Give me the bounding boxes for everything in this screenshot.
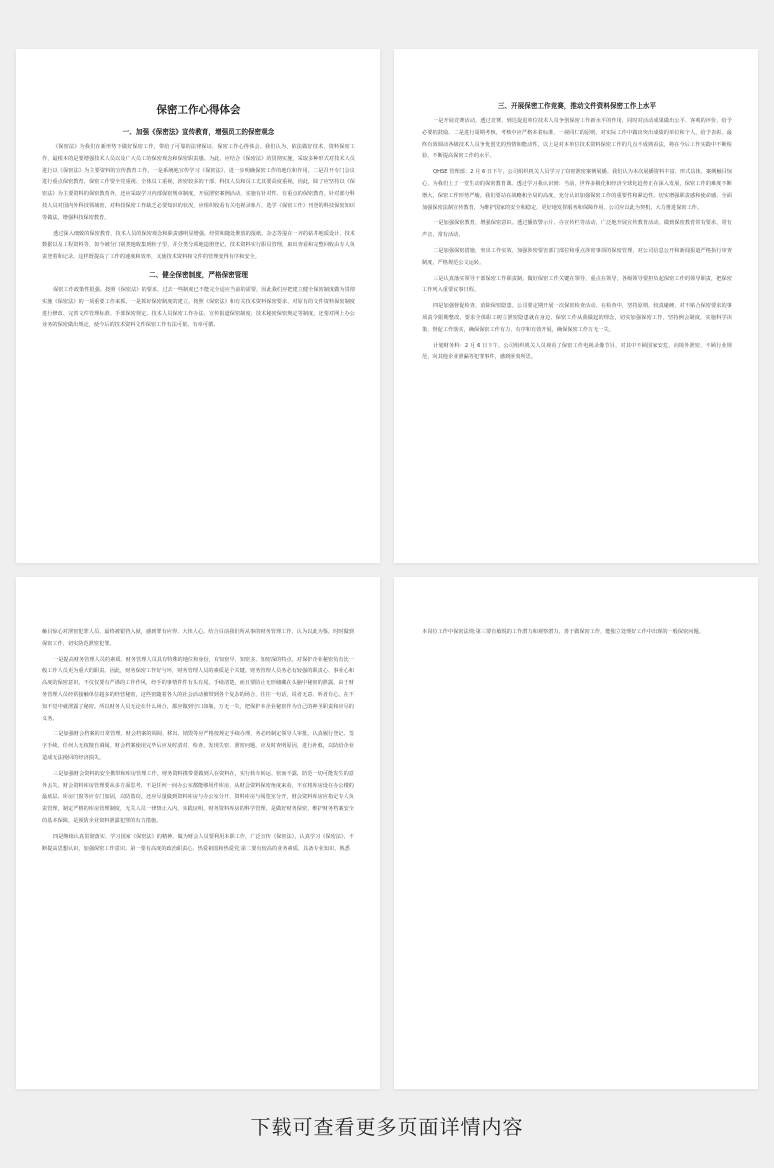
paragraph: QHSE 管理部：2 月 6 日下午，公司组织机关人员学习了窃密泄密案例展播。我们认为本次展播资料丰富、形式具体，案例触目惊心，为我们上了一堂生动的保密教育课。透过学习我认识到：当前，世界多极化和经济全球化趋势正在深入发展，保密工作的难度不断增大，保密工作形势严峻。我们要站在战略和全局的高度，充分认识加强保密工作的重要性和紧迫性，切实增强职责感和使命感，全面加强保密法制宣传教育，为维护国家的安全和稳定，更好地发挥服务和保障作用。公司应以此为契机，大力推进保密工作。 — [422, 169, 732, 211]
document-page-2 — [394, 49, 758, 563]
download-more-link[interactable]: 下载可查看更多页面详情内容 — [250, 1115, 524, 1139]
section-heading-1: 一、加强《保密法》宣传教育，增强员工的保密观念 — [122, 128, 275, 136]
paragraph: 一是提高财务管理人员的素质。财务管理人员具有特殊的地位和身份，有知密早、知密多、知密深的特点。对保护企业秘密负有比一般工作人员更为重大的职责。因此，财务保密工作好与坏，财务管理人员的素质是个关键。财务管理人员务必有较强的职责心、事业心和高度的保密意识，不仅仅要有严谨的工作作风，经手的事情件件有头有尾，手续清楚，而且要防止无形储藏在头脑中秘密的泄露。由于财务管理人员经常接触单位超多的经营秘密，这些密随着各人的社会活动被带到各个复杂的场合，往往一句话，说者无意、听者有心，在不知不觉中就泄露了秘密。所以财务人员无论在什么场合，都应做到守口如瓶，万无一失，把保护本企业秘密作为自己的神圣职责和应尽的义务。 — [42, 656, 354, 722]
paragraph: 二是加强保密措施，突出工作实效。加强涉密要害部门部位和重点涉密事项的保密管理，对公司信息公开和新闻报道严格执行审查制度，严格规范公文运转。 — [422, 247, 732, 266]
document-title: 保密工作心得体会 — [156, 104, 241, 116]
document-page-1 — [16, 49, 380, 563]
paragraph: 一是开展竞赛活动。透过竞赛，到达促进单位技术人员争创保密工作新水平的作用，同时对活动成果做出公平、客观的评价，给予必要的鼓励。二是进行周期考核，考核中应严格本着标准、一视同仁的原则，对实际工作中做出突出成绩的单位和个人，给予表彰。最终有效调动各级技术人员争优创先的热情和能动性，以上是对本单位技术资料保密工作的几点不成熟看法，将在今后工作实践中不断检验，不断提高保密工作的水平。 — [422, 118, 732, 160]
section-heading-2: 二、健全保密制度，严格保密管理 — [149, 270, 248, 279]
paragraph: 四是加强督促检查，消除保密隐患。公司要定期开展一次保密检查活动。在检查中，坚持原则，较真碰硬，对不贴合保密要求的事项责令限期整改，要求全体职工树立泄密隐患就在身边、保密工作从我做起的理念，切实加强保密工作。坚持例会制度，实施科学决策，督促工作落实，确保保密工作有力、有序和有效开展，确保保密工作万无一失。 — [422, 303, 732, 333]
paragraph: 二是加强财会档案的日常管理。财会档案的调阅、移出、销毁等应严格按规定手续办理，务必经制定领导人审批，认真履行登记、签字手续，任何人无权擅自调阅。财会档案使用完毕后应及时清对、检查，发现失密、泄密问题，应及时查明原因，进行补救，以防给企业造成无法挽回的经济损失。 — [42, 731, 354, 761]
document-page-3 — [16, 577, 380, 1089]
paragraph: 四是继续认真贯彻落实、学习国家《保密法》的精神。做为财会人员要利用本职工作，广泛宣传《保密法》，认真学习《保密法》，不断提高思想认识，加强保密工作意识。第一要有高度的政治职责心、热爱祖国和热爱党;第二要有较高的业务素质，具备专业知识、熟悉 — [42, 833, 354, 852]
paragraph: 三是认真落实领导干部保密工作职责制。做好保密工作关键在领导，重点在领导，各级领导要担负起保密工作的领导职责，把保密工作列入重要议事日程。 — [422, 275, 732, 294]
paragraph: 一是加强保密教育，增强保密意识。透过播放警示片、办宣传栏等活动，广泛地开展宣传教育活动。做到保密教育常有要求，常有声音，常有活动。 — [422, 220, 732, 239]
section-heading-3: 三、开展保密工作竞赛，推动文件资料保密工作上水平 — [497, 102, 657, 110]
paragraph: 保密工作政策性很强。按照《保密法》的要求，过去一些制度已不能完全适应当前的需要，因此我们应把建立健全保密制度做为贯彻实施《保密法》的一项重要工作来抓。一是抓好保密制度的建立。按照《保密法》和有关技术资料保密要求，对原有的文件资料保密制度进行修改、完善文件管理标准、手部保密规定、技术人员保密工作办法、宣传报道保密制度、技术秘密保密规定等制度，还要对网上办公业务的保密做出规定，使今后的技术资料文件保密工作有法可依、有章可循。 — [42, 286, 355, 329]
paragraph: 触目惊心对泄密犯罪人员、最终被银铛入狱，感到罪有应得、大快人心。结合目前我们所从事的财务管理工作，认为以此为鉴，时时做到保密工作，切实防范泄密犯罪。 — [42, 629, 354, 647]
paragraph: 计划财务科：2 月 6 日下午，公司组织机关人员观看了保密工作电视录像节目，对其中不顾国家安危、向境外泄密，不顾行业规范、向其他企业泄漏等犯罪事件，感到匪夷所思。 — [422, 342, 732, 361]
paragraph: 三是加强财会资料的安全携带和库房管理工作。财务资料携带要做到人在资料在，实行转车转运、密而不露，防范一切可能发生的意外丢失。财会资料库房管理要从多方面思考，不是任何一间办公室都能够用作库房，从财会资料保密角度来看，不宜将库房设在办公楼的最底层，库房门窗等应专门加固，以防盗窃。还应尽量做到资料库房与办公室分开，资料库房与阅览室分开，财会资料库房应指定专人负责管理，制定严格的库房管理制度，无关人员一律禁止入内。实践证明，财务资料库房的科学管理，是做好财务保密、维护财务档案安全的基本保障，是预防企业资料泄露犯罪的有力措施。 — [42, 770, 354, 824]
paragraph: 透过深入细致的保密教育，技术人员的保密观念和职责感明显增强。经常和随处堆放的报纸、杂志等混在一齐的钻井地质设计、技术数据以及工程资料等，如今被分门别类地收集到柜子里，并分类分项地造册登记，技术资料实行职员管理，取出查看和完整回收由专人负责登着和记录。这样既提高了工作的速度和效率，又使技术资料和文件的管理变得有序和安全。 — [42, 230, 355, 261]
document-page-4 — [394, 577, 758, 1089]
paragraph: 本岗位工作中保密法规;第三要有敏锐的工作潜力和观察潜力，善于做保密工作，能独立处理好工作中出现的一般保密问题。 — [422, 629, 704, 635]
paragraph: 《保密法》为我们在新形势下做好保密工作，带给了可靠的法律保证，保密工作心得体会。我们认为，依法做好技术、资料保密工作，最根本的是要增强技术人员以及广大员工的保密观念和保密职责感。为此，应结合《保密法》的贯彻实施，采取多种形式对技术人员进行以《保密法》为主要资料的宣传教育工作。一是系统地宣传学习《保密法》，进一步明确保密工作的地位和作用。二是召开专门会议进行重点保密教育，保密工作要全党重视、全体员工重视，涉密较多的干部、科技人员和员工尤其要高度重视。因此，除了应坚持以《保密法》为主要资料的保密教育外，还应采取学习内部保密规章制度，开展泄密案例活动，实施有针对性、有重点的保密教育。针对部分科技人员对国内外科技领域密，对科技保密工作缺乏必要知识的状况，应组织收看有关电视录象片，选学《保密工作》刊登的科技保密知识等做法，增强科技保密教育。 — [42, 144, 355, 221]
